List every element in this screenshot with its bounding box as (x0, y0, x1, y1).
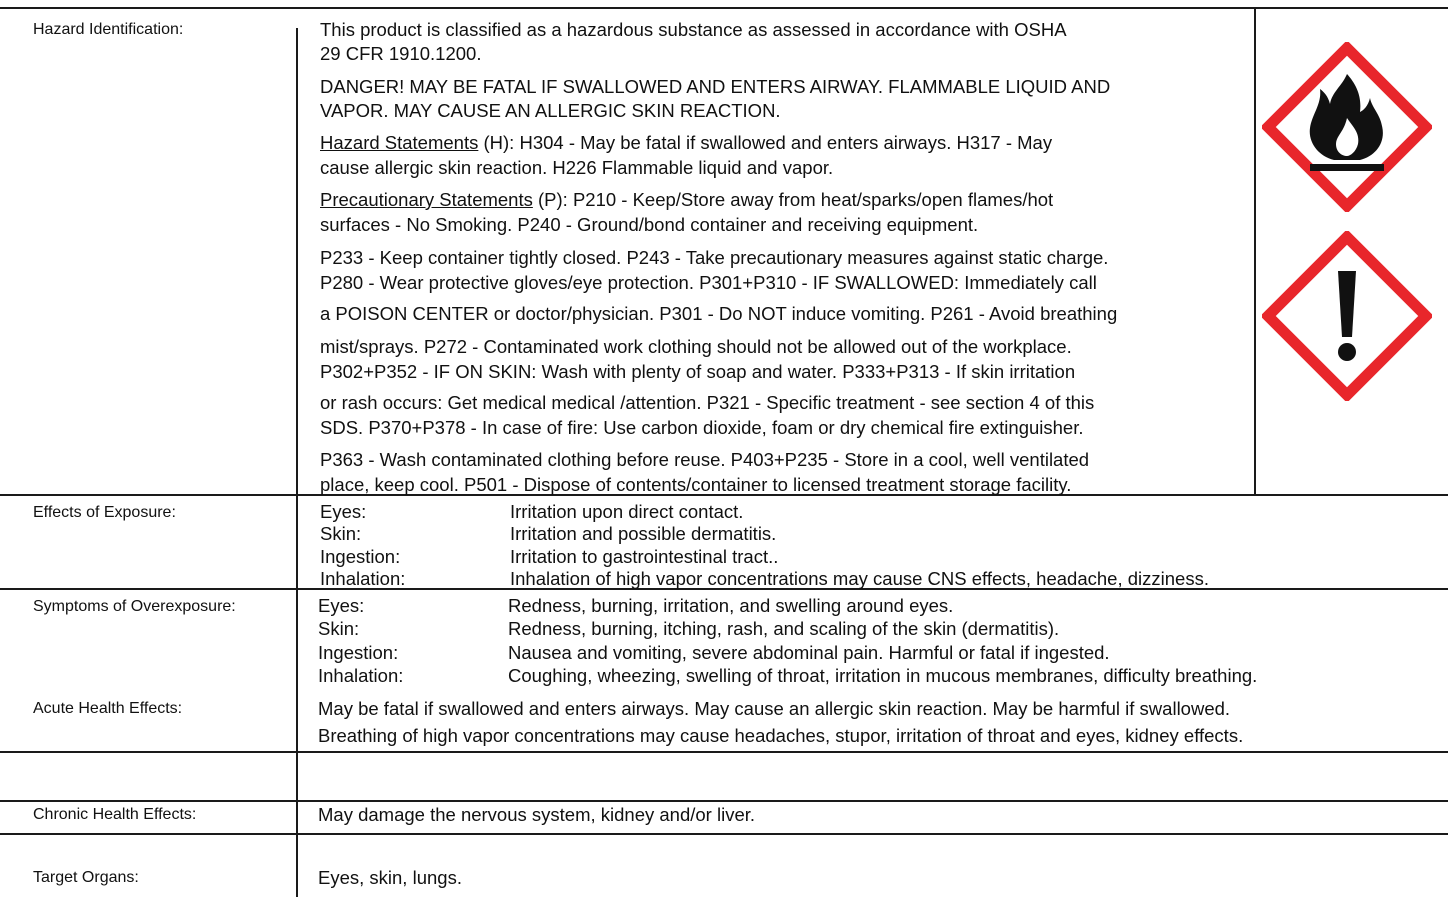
symptom-text: Coughing, wheezing, swelling of throat, irritation in mucous membranes, difficulty breathing. (508, 665, 1258, 686)
precautionary-line: place, keep cool. P501 - Dispose of contents/container to licensed treatment storage facility. (320, 474, 1072, 495)
acute-health-effects-line: Breathing of high vapor concentrations may cause headaches, stupor, irritation of throat and eyes, kidney effects. (318, 725, 1244, 746)
hazard-identification-label: Hazard Identification: (33, 21, 184, 38)
hazard-line: This product is classified as a hazardous substance as assessed in accordance with OSHA (320, 19, 1067, 40)
row-divider-chronic (0, 800, 1448, 802)
list-item (320, 500, 743, 524)
symptoms-of-overexposure-label: Symptoms of Overexposure: (33, 598, 236, 615)
exposure-effect: Irritation and possible dermatitis. (510, 523, 777, 544)
hazard-statements-line: cause allergic skin reaction. H226 Flammable liquid and vapor. (320, 157, 834, 178)
list-item (318, 664, 1257, 688)
list-item (320, 567, 1209, 591)
precautionary-line: SDS. P370+P378 - In case of fire: Use carbon dioxide, foam or dry chemical fire extinguisher. (320, 417, 1084, 438)
list-item (318, 641, 1110, 665)
symptom-route: Eyes: (318, 595, 365, 616)
precautionary-line: P302+P352 - IF ON SKIN: Wash with plenty of soap and water. P333+P313 - If skin irritation (320, 361, 1076, 382)
list-item (318, 617, 1059, 641)
symptom-text: Nausea and vomiting, severe abdominal pain. Harmful or fatal if ingested. (508, 642, 1110, 663)
list-item (318, 594, 953, 618)
exposure-route: Ingestion: (320, 546, 401, 567)
target-organs-text: Eyes, skin, lungs. (318, 867, 462, 888)
hazard-statements-line (320, 131, 1052, 155)
precautionary-line: P233 - Keep container tightly closed. P243 - Take precautionary measures against static charge. (320, 247, 1109, 268)
hazard-line: 29 CFR 1910.1200. (320, 43, 482, 64)
precautionary-statements-heading: Precautionary Statements (320, 189, 533, 210)
row-divider-target (0, 833, 1448, 835)
symptom-route: Ingestion: (318, 642, 399, 663)
exclamation-mark-pictogram-icon (1262, 231, 1432, 401)
acute-health-effects-label: Acute Health Effects: (33, 700, 183, 717)
target-organs-label: Target Organs: (33, 869, 139, 886)
exposure-effect: Inhalation of high vapor concentrations may cause CNS effects, headache, dizziness. (510, 568, 1209, 589)
effects-of-exposure-label: Effects of Exposure: (33, 504, 176, 521)
precautionary-line: surfaces - No Smoking. P240 - Ground/bond container and receiving equipment. (320, 214, 979, 235)
list-item (320, 545, 778, 569)
precautionary-line: a POISON CENTER or doctor/physician. P301 - Do NOT induce vomiting. P261 - Avoid breathing (320, 303, 1118, 324)
row-divider-acute (0, 751, 1448, 753)
exposure-route: Inhalation: (320, 568, 406, 589)
list-item (320, 522, 776, 546)
symptom-route: Inhalation: (318, 665, 404, 686)
precautionary-statements-line (320, 188, 1053, 212)
flame-pictogram-icon (1262, 42, 1432, 212)
precautionary-line: P280 - Wear protective gloves/eye protection. P301+P310 - IF SWALLOWED: Immediately call (320, 272, 1097, 293)
acute-health-effects-line: May be fatal if swallowed and enters airways. May cause an allergic skin reaction. May be harmful if swallowed. (318, 698, 1231, 719)
chronic-health-effects-text: May damage the nervous system, kidney and/or liver. (318, 804, 756, 825)
hazard-line: VAPOR. MAY CAUSE AN ALLERGIC SKIN REACTION. (320, 100, 781, 121)
pictogram-cell-border (1254, 7, 1256, 495)
exposure-effect: Irritation upon direct contact. (510, 501, 744, 522)
hazard-statements-heading: Hazard Statements (320, 132, 479, 153)
column-divider (296, 28, 298, 897)
precautionary-statements-text: (P): P210 - Keep/Store away from heat/sparks/open flames/hot (532, 189, 1054, 210)
hazard-statements-text: (H): H304 - May be fatal if swallowed and enters airways. H317 - May (478, 132, 1053, 153)
exposure-effect: Irritation to gastrointestinal tract.. (510, 546, 779, 567)
symptom-text: Redness, burning, itching, rash, and scaling of the skin (dermatitis). (508, 618, 1060, 639)
symptom-route: Skin: (318, 618, 360, 639)
chronic-health-effects-label: Chronic Health Effects: (33, 806, 197, 823)
exposure-route: Skin: (320, 523, 362, 544)
symptom-text: Redness, burning, irritation, and swelling around eyes. (508, 595, 954, 616)
precautionary-line: mist/sprays. P272 - Contaminated work clothing should not be allowed out of the workplace. (320, 336, 1072, 357)
hazard-line: DANGER! MAY BE FATAL IF SWALLOWED AND ENTERS AIRWAY. FLAMMABLE LIQUID AND (320, 76, 1111, 97)
table-top-border (0, 7, 1448, 9)
precautionary-line: P363 - Wash contaminated clothing before reuse. P403+P235 - Store in a cool, well ventilated (320, 449, 1090, 470)
precautionary-line: or rash occurs: Get medical medical /attention. P321 - Specific treatment - see section 4 of this (320, 392, 1095, 413)
exposure-route: Eyes: (320, 501, 367, 522)
